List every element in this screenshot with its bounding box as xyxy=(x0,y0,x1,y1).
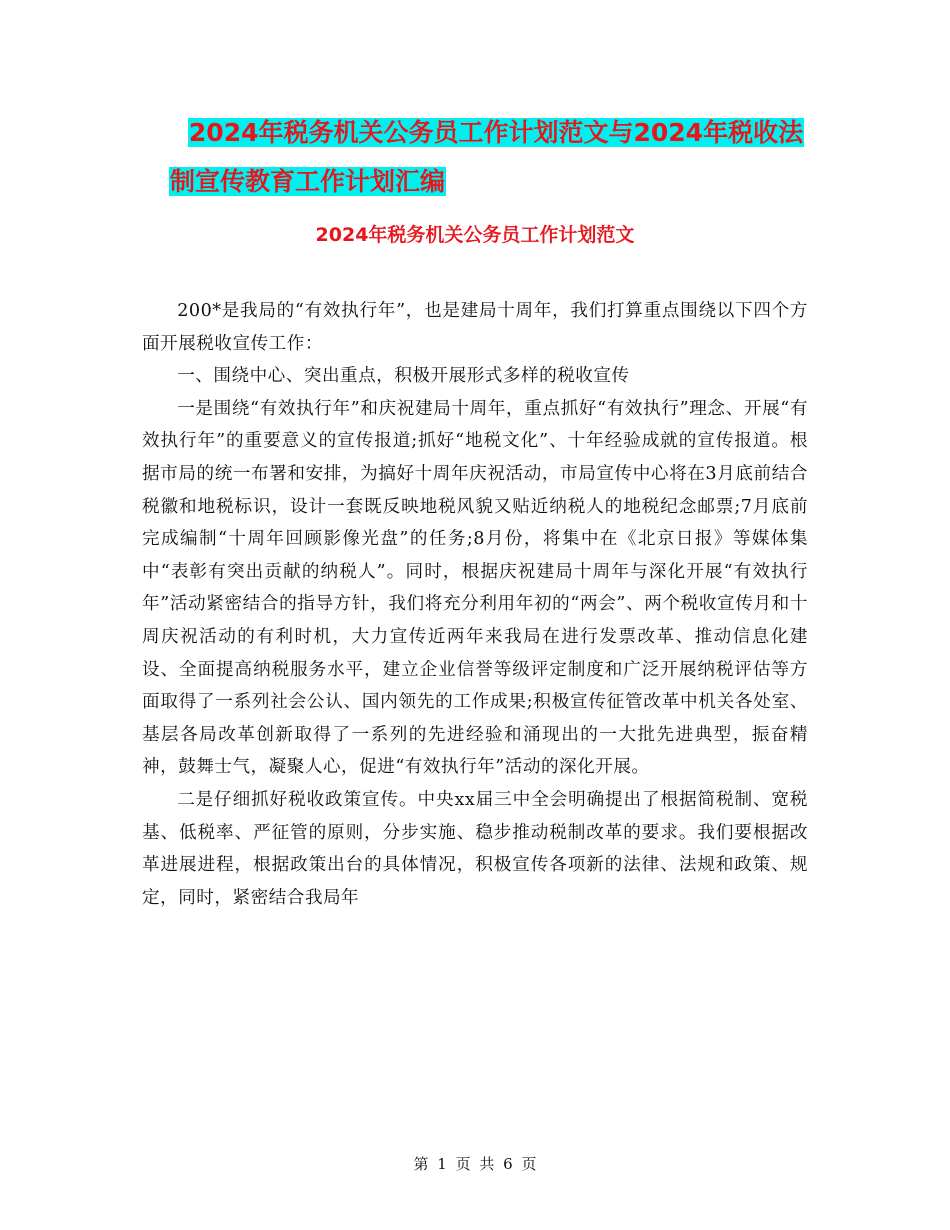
paragraph: 二是仔细抓好税收政策宣传。中央xx届三中全会明确提出了根据简税制、宽税基、低税率、严征管的原则，分步实施、稳步推动税制改革的要求。我们要根据改革进展进程，根据政策出台的具体情况，积极宣传各项新的法律、法规和政策、规定，同时，紧密结合我局年 xyxy=(142,789,808,908)
paragraph: 200*是我局的“有效执行年”，也是建局十周年，我们打算重点围绕以下四个方面开展税收宣传工作： xyxy=(142,301,808,354)
paragraph: 一是围绕“有效执行年”和庆祝建局十周年，重点抓好“有效执行”理念、开展“有效执行年”的重要意义的宣传报道;抓好“地税文化”、十年经验成就的宣传报道。根据市局的统一布署和安排，为搞好十周年庆祝活动，市局宣传中心将在3月底前结合税徽和地税标识，设计一套既反映地税风貌又贴近纳税人的地税纪念邮票;7月底前完成编制“十周年回顾影像光盘”的任务;8月份，将集中在《北京日报》等媒体集中“表彰有突出贡献的纳税人”。同时，根据庆祝建局十周年与深化开展“有效执行年”活动紧密结合的指导方针，我们将充分利用年初的“两会”、两个税收宣传月和十周庆祝活动的有利时机，大力宣传近两年来我局在进行发票改革、推动信息化建设、全面提高纳税服务水平，建立企业信誉等级评定制度和广泛开展纳税评估等方面取得了一系列社会公认、国内领先的工作成果;积极宣传征管改革中机关各处室、基层各局改革创新取得了一系列的先进经验和涌现出的一大批先进典型，振奋精神，鼓舞士气，凝聚人心，促进“有效执行年”活动的深化开展。 xyxy=(142,398,808,778)
title-line-2-text: 制宣传教育工作计划汇编 xyxy=(169,167,445,196)
title-line-2 xyxy=(0,157,950,206)
title-line-1 xyxy=(0,108,950,157)
paragraph: 一、围绕中心、突出重点，积极开展形式多样的税收宣传 xyxy=(177,366,630,387)
title-line-1-text: 2024年税务机关公务员工作计划范文与2024年税收法 xyxy=(188,118,804,147)
page-footer: 第 1 页 共 6 页 xyxy=(413,1155,537,1173)
document-body xyxy=(142,295,808,914)
section-title: 2024年税务机关公务员工作计划范文 xyxy=(315,224,635,246)
document-title xyxy=(0,108,950,206)
